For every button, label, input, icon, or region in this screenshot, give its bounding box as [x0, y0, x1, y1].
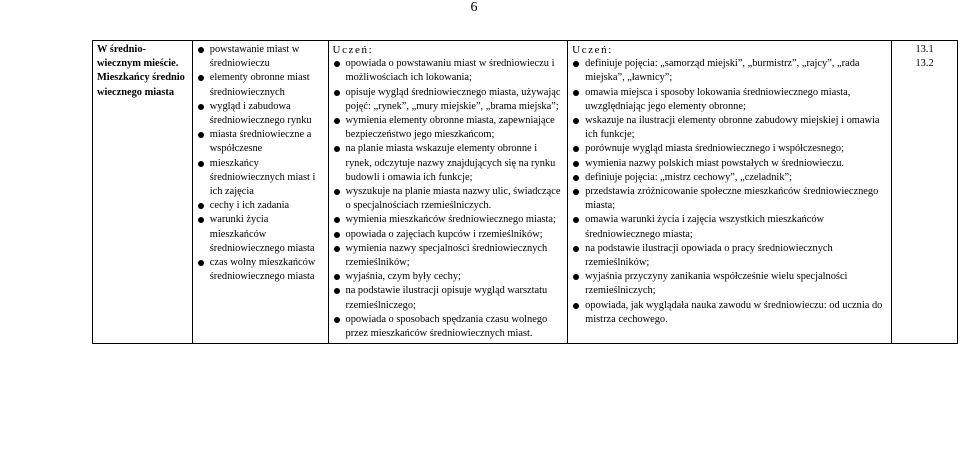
extended-requirement-item: definiuje pojęcia: „samorząd miejski”, „burmistrz”, „rajcy”, „rada miejska”, „ławnicy”; [572, 57, 887, 85]
reference-number: 13.2 [915, 58, 934, 70]
basic-requirement-item: opowiada o sposobach spędzania czasu wolnego przez mieszkańców średniowiecznych miast. [333, 313, 564, 341]
basic-requirement-item: wymienia elementy obronne miasta, zapewniające bezpieczeństwo jego mieszkańcom; [333, 114, 564, 142]
content-list [197, 43, 324, 284]
basic-requirement-item: wymienia nazwy specjalności średniowiecznych rzemieślników; [333, 242, 564, 270]
basic-requirements-list [333, 57, 564, 341]
content-item: warunki życia mieszkańców średniowiecznego miasta [197, 213, 324, 256]
content-item: czas wolny mieszkańców średniowiecznego miasta [197, 256, 324, 284]
basic-requirement-item: opisuje wygląd średniowiecznego miasta, używając pojęć: „rynek”, „mury miejskie”, „brama miejska”; [333, 86, 564, 114]
basic-requirements-cell [328, 41, 568, 344]
extended-requirement-item: wyjaśnia przyczyny zanikania współcześnie wielu specjalności rzemieślniczych; [572, 270, 887, 298]
extended-requirement-item: wskazuje na ilustracji elementy obronne zabudowy miejskiej i omawia ich funkcje; [572, 114, 887, 142]
basic-requirement-item: na planie miasta wskazuje elementy obronne i rynek, odczytuje nazwy znajdujących się na rynku budowli i omawia ich funkcje; [333, 142, 564, 185]
content-item: miasta średniowieczne a współczesne [197, 128, 324, 156]
references-cell [892, 41, 958, 344]
content-item: mieszkańcy średniowiecznych miast i ich zajęcia [197, 157, 324, 200]
extended-requirement-item: przedstawia zróżnicowanie społeczne mieszkańców średniowiecznego miasta; [572, 185, 887, 213]
basic-requirement-item: opowiada o powstawaniu miast w średniowieczu i możliwościach ich lokowania; [333, 57, 564, 85]
content-cell [192, 41, 328, 344]
content-item: wygląd i zabudowa średniowiecznego rynku [197, 100, 324, 128]
extended-header: Uczeń: [572, 44, 613, 56]
basic-requirement-item: opowiada o zajęciach kupców i rzemieślników; [333, 228, 564, 242]
basic-requirement-item: wyszukuje na planie miasta nazwy ulic, świadczące o specjalnościach rzemieślniczych. [333, 185, 564, 213]
extended-requirement-item: opowiada, jak wyglądała nauka zawodu w średniowieczu: od ucznia do mistrza cechowego. [572, 299, 887, 327]
extended-requirements-list [572, 57, 887, 327]
reference-number: 13.1 [915, 44, 934, 55]
topic-cell: W średnio-wiecznym mieście. Mieszkańcy średnio wiecznego miasta [93, 41, 193, 344]
basic-requirement-item: wymienia mieszkańców średniowiecznego miasta; [333, 213, 564, 227]
content-item: cechy i ich zadania [197, 199, 324, 213]
extended-requirements-cell [568, 41, 892, 344]
extended-requirement-item: omawia miejsca i sposoby lokowania średniowiecznego miasta, uwzględniając jego elementy obronne; [572, 86, 887, 114]
curriculum-table [92, 40, 958, 344]
extended-requirement-item: omawia warunki życia i zajęcia wszystkich mieszkańców średniowiecznego miasta; [572, 213, 887, 241]
table-row [93, 41, 958, 344]
basic-header: Uczeń: [332, 44, 374, 56]
extended-requirement-item: definiuje pojęcia: „mistrz cechowy”, „czeladnik”; [572, 171, 887, 185]
page-number: 6 [470, 0, 478, 15]
extended-requirement-item: na podstawie ilustracji opowiada o pracy średniowiecznych rzemieślników; [572, 242, 887, 270]
extended-requirement-item: wymienia nazwy polskich miast powstałych w średniowieczu. [572, 157, 887, 171]
content-item: elementy obronne miast średniowiecznych [197, 71, 324, 99]
content-item: powstawanie miast w średniowieczu [197, 43, 324, 71]
basic-requirement-item: wyjaśnia, czym były cechy; [333, 270, 564, 284]
extended-requirement-item: porównuje wygląd miasta średniowiecznego i współczesnego; [572, 142, 887, 156]
basic-requirement-item: na podstawie ilustracji opisuje wygląd warsztatu rzemieślniczego; [333, 284, 564, 312]
